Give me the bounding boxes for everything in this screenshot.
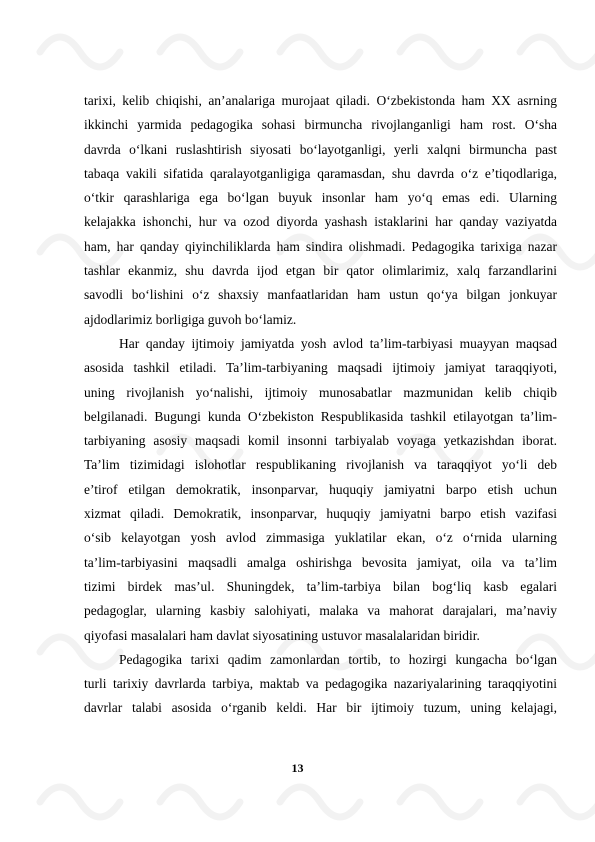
text-line: davrda o‘lkani ruslashtirish siyosati bo‘layotganligi, yerli xalqni birmuncha past — [84, 141, 557, 157]
text-line: ajdodlarimiz borligiga guvoh bo‘lamiz. — [84, 311, 297, 327]
text-line: pedagoglar, ularning kasbiy salohiyati, malaka va mahorat darajalari, ma’naviy — [84, 603, 557, 619]
text-line: tizimi birdek mas’ul. Shuningdek, ta’lim-tarbiya bilan bog‘liq kasb egalari — [84, 578, 557, 594]
text-line: ta’lim-tarbiyasini maqsadli amalga oshirishga bevosita jamiyat, oila va ta’lim — [84, 554, 557, 570]
page-number: 13 — [291, 761, 304, 775]
document-body — [84, 89, 557, 721]
text-line: savodli bo‘lishini o‘z shaxsiy manfaatlaridan ham ustun qo‘ya bilgan jonkuyar — [84, 287, 557, 303]
text-line: uning rivojlanish yo‘nalishi, ijtimoiy munosabatlar mazmunidan kelib chiqib — [84, 384, 557, 400]
text-line: o‘sib kelayotgan yosh avlod zimmasiga yuklatilar ekan, o‘z o‘rnida ularning — [84, 530, 557, 546]
text-line: ham, har qanday qiyinchiliklarda ham sindira olishmadi. Pedagogika tarixiga nazar — [84, 238, 557, 254]
text-line: o‘tkir qarashlariga ega bo‘lgan buyuk insonlar ham yo‘q emas edi. Ularning — [84, 190, 557, 206]
text-line: e’tirof etilgan demokratik, insonparvar, huquqiy jamiyatni barpo etish uchun — [84, 481, 557, 497]
text-line: tarbiyaning asosiy maqsadi komil insonni tarbiyalab voyaga yetkazishdan iborat. — [84, 433, 557, 449]
paragraph-start-line: Har qanday ijtimoiy jamiyatda yosh avlod ta’lim-tarbiyasi muayyan maqsad — [119, 335, 557, 351]
paragraph-start-line: Pedagogika tarixi qadim zamonlardan tortib, to hozirgi kungacha bo‘lgan — [119, 651, 557, 667]
text-line: belgilanadi. Bugungi kunda O‘zbekiston Respublikasida tashkil etilayotgan ta’lim- — [84, 408, 557, 424]
text-line: turli tarixiy davrlarda tarbiya, maktab va pedagogika nazariyalarining taraqqiyotini — [84, 676, 557, 692]
text-line: tabaqa vakili sifatida qaralayotganligiga qaramasdan, shu davrda o‘z e’tiqodlariga, — [84, 165, 557, 181]
text-line: xizmat qiladi. Demokratik, insonparvar, huquqiy jamiyatni barpo etish vazifasi — [84, 506, 557, 522]
text-line: ikkinchi yarmida pedagogika sohasi birmuncha rivojlanganligi ham rost. O‘sha — [84, 117, 557, 133]
text-line: tarixi, kelib chiqishi, an’analariga murojaat qiladi. O‘zbekistonda ham XX asrning — [84, 93, 557, 108]
text-line: qiyofasi masalalari ham davlat siyosatining ustuvor masalalaridan biridir. — [84, 627, 480, 643]
text-line: davrlar talabi asosida o‘rganib keldi. Har bir ijtimoiy tuzum, uning kelajagi, — [84, 700, 557, 716]
text-line: tashlar ekanmiz, shu davrda ijod etgan bir qator olimlarimiz, xalq farzandlarini — [84, 263, 557, 279]
text-line: asosida tashkil etiladi. Ta’lim-tarbiyaning maqsadi ijtimoiy jamiyat taraqqiyoti, — [84, 360, 557, 376]
text-line: kelajakka ishonchi, hur va ozod diyorda yashash istaklarini har qanday vaziyatda — [84, 214, 557, 230]
text-line: Ta’lim tizimidagi islohotlar respublikaning rivojlanish va taraqqiyot yo‘li deb — [84, 457, 557, 473]
